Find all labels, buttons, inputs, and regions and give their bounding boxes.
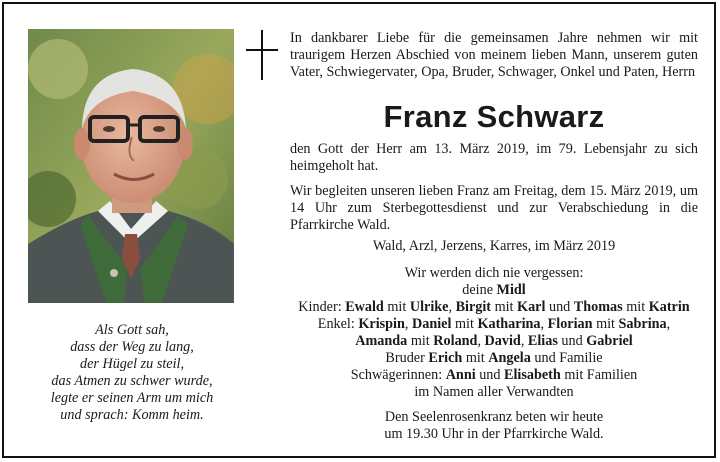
rosary-notice — [290, 409, 698, 443]
brother-line: Bruder Erich mit Angela und Familie — [385, 350, 603, 366]
grandchildren-line-1: Enkel: Krispin, Daniel mit Katharina, Florian mit Sabrina, — [317, 316, 671, 332]
rosary-line: um 19.30 Uhr in der Pfarrkirche Wald. — [384, 426, 604, 442]
poem-line: Als Gott sah, — [95, 322, 169, 338]
sisters-in-law-line: Schwägerinnen: Anni und Elisabeth mit Familien — [350, 367, 638, 383]
intro-paragraph: In dankbarer Liebe für die gemeinsamen Jahre nehmen wir mit traurigem Herzen Abschied von meinem lieben Mann, unserem guten Vater, Schwiegervater, Opa, Bruder, Schwager, Onkel und Paten, Herrn — [290, 30, 698, 80]
deceased-name: Franz Schwarz — [383, 99, 605, 134]
rosary-line: Den Seelenrosenkranz beten wir heute — [384, 409, 604, 425]
wife-line: deine Midl — [462, 282, 526, 298]
children-line: Kinder: Ewald mit Ulrike, Birgit mit Karl und Thomas mit Katrin — [298, 299, 690, 315]
never-forget-line: Wir werden dich nie vergessen: — [404, 265, 584, 281]
poem-line: der Hügel zu steil, — [79, 356, 185, 372]
family-list — [282, 265, 706, 401]
relatives-line: im Namen aller Verwandten — [414, 384, 574, 400]
poem-line: das Atmen zu schwer wurde, — [51, 373, 213, 389]
portrait-photo — [28, 29, 234, 303]
memorial-poem — [26, 322, 238, 424]
cross-icon — [246, 30, 278, 80]
funeral-paragraph: Wir begleiten unseren lieben Franz am Freitag, dem 15. März 2019, um 14 Uhr zum Sterbegottesdienst und zur Verabschiedung in die Pfarrkirche Wald. — [290, 183, 698, 233]
poem-line: und sprach: Komm heim. — [60, 407, 204, 423]
place-date: Wald, Arzl, Jerzens, Karres, im März 2019 — [372, 238, 616, 254]
death-notice-paragraph: den Gott der Herr am 13. März 2019, im 79. Lebensjahr zu sich heimgeholt hat. — [290, 141, 698, 174]
poem-line: dass der Weg zu lang, — [70, 339, 194, 355]
wife-name: Midl — [496, 282, 526, 298]
obituary-notice — [2, 2, 716, 458]
grandchildren-line-2: Amanda mit Roland, David, Elias und Gabriel — [355, 333, 633, 349]
poem-line: legte er seinen Arm um mich — [50, 390, 214, 406]
